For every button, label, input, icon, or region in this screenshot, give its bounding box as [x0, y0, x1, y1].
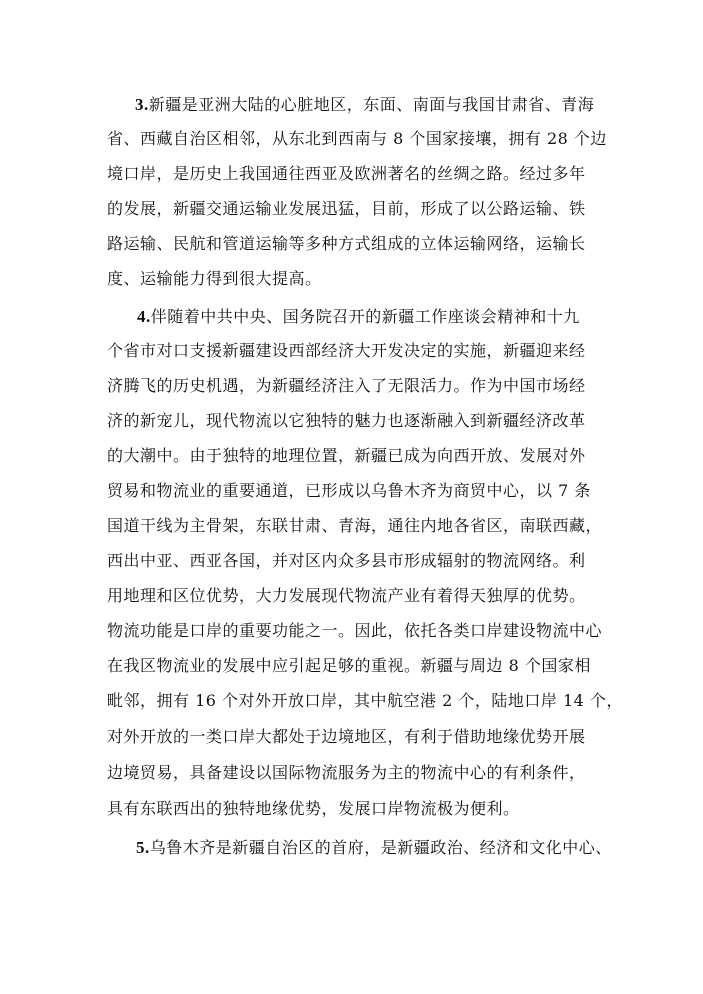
paragraph-3-line-1 — [135, 95, 594, 115]
paragraph-3-line-5: 路运输、民航和管道运输等多种方式组成的立体运输网络，运输长 — [107, 234, 586, 253]
paragraph-4-number: 4. — [137, 307, 151, 326]
paragraph-5-number: 5. — [136, 838, 150, 857]
paragraph-3-line-4: 的发展，新疆交通运输业发展迅猛，目前，形成了以公路运输、铁 — [107, 199, 586, 218]
paragraph-3-line-2: 省、西藏自治区相邻，从东北到西南与 8 个国家接壤，拥有 28 个边 — [107, 129, 607, 148]
paragraph-4-line-13: 对外开放的一类口岸大都处于边境地区，有利于借助地缘优势开展 — [107, 727, 586, 746]
paragraph-5-text-line-1: 乌鲁木齐是新疆自治区的首府，是新疆政治、经济和文化中心、 — [149, 838, 612, 857]
paragraph-4-line-14: 边境贸易，具备建设以国际物流服务为主的物流中心的有利条件， — [107, 763, 586, 782]
paragraph-4-line-10: 物流功能是口岸的重要功能之一。因此，依托各类口岸建设物流中心 — [107, 621, 603, 640]
paragraph-3-line-3: 境口岸，是历史上我国通往西亚及欧洲著名的丝绸之路。经过多年 — [107, 164, 586, 183]
paragraph-4-line-2: 个省市对口支援新疆建设西部经济大开发决定的实施，新疆迎来经 — [107, 341, 586, 360]
paragraph-3-line-6: 度、运输能力得到很大提高。 — [107, 269, 322, 288]
paragraph-4-line-15: 具有东联西出的独特地缘优势，发展口岸物流极为便利。 — [107, 799, 520, 818]
paragraph-4-line-7: 国道干线为主骨架，东联甘肃、青海，通往内地各省区，南联西藏， — [107, 516, 603, 535]
paragraph-5-line-1 — [136, 838, 612, 858]
paragraph-4-line-1 — [137, 307, 580, 327]
paragraph-4-line-3: 济腾飞的历史机遇，为新疆经济注入了无限活力。作为中国市场经 — [107, 376, 586, 395]
paragraph-4-line-8: 西出中亚、西亚各国，并对区内众多县市形成辐射的物流网络。利 — [107, 551, 586, 570]
paragraph-4-line-11: 在我区物流业的发展中应引起足够的重视。新疆与周边 8 个国家相 — [107, 656, 591, 675]
paragraph-3-text-line-1: 新疆是亚洲大陆的心脏地区，东面、南面与我国甘肃省、青海 — [148, 95, 595, 114]
paragraph-4-line-5: 的大潮中。由于独特的地理位置，新疆已成为向西开放、发展对外 — [107, 446, 586, 465]
paragraph-4-text-line-1: 伴随着中共中央、国务院召开的新疆工作座谈会精神和十九 — [150, 307, 580, 326]
paragraph-4-line-12: 毗邻，拥有 16 个对外开放口岸，其中航空港 2 个，陆地口岸 14 个， — [107, 691, 623, 710]
paragraph-4-line-9: 用地理和区位优势，大力发展现代物流产业有着得天独厚的优势。 — [107, 586, 586, 605]
paragraph-4-line-4: 济的新宠儿，现代物流以它独特的魅力也逐渐融入到新疆经济改革 — [107, 411, 586, 430]
paragraph-3-number: 3. — [135, 95, 149, 114]
paragraph-4-line-6: 贸易和物流业的重要通道，已形成以乌鲁木齐为商贸中心，以 7 条 — [107, 481, 591, 500]
